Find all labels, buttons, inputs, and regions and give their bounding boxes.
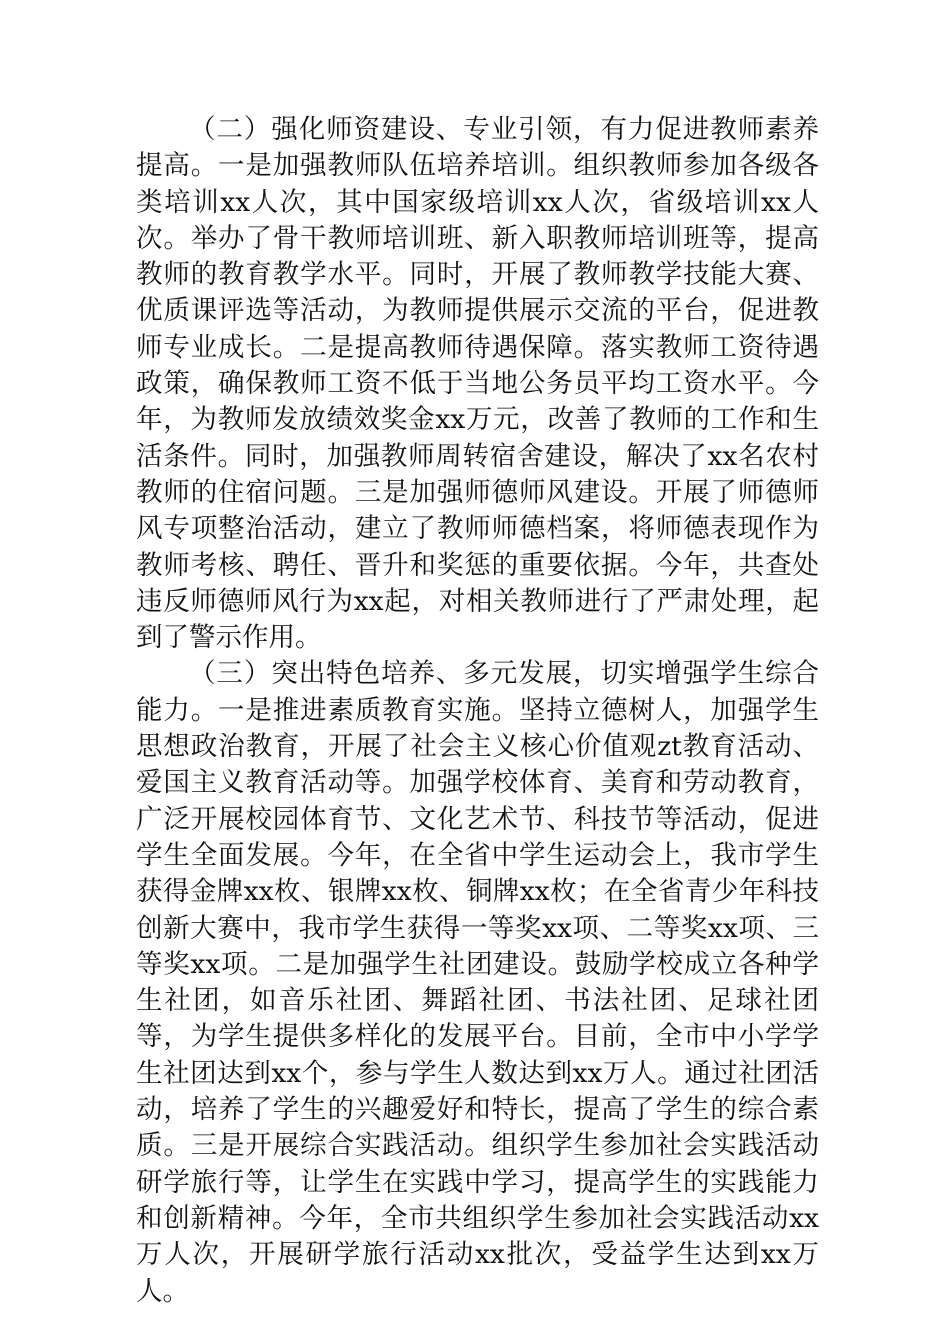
document-body	[136, 112, 819, 1310]
paragraph-teacher-development: （二）强化师资建设、专业引领，有力促进教师素养提高。一是加强教师队伍培养培训。组织教师参加各级各类培训xx人次，其中国家级培训xx人次，省级培训xx人次。举办了骨干教师培训班、新入职教师培训班等，提高教师的教育教学水平。同时，开展了教师教学技能大赛、优质课评选等活动，为教师提供展示交流的平台，促进教师专业成长。二是提高教师待遇保障。落实教师工资待遇政策，确保教师工资不低于当地公务员平均工资水平。今年，为教师发放绩效奖金xx万元，改善了教师的工作和生活条件。同时，加强教师周转宿舍建设，解决了xx名农村教师的住宿问题。三是加强师德师风建设。开展了师德师风专项整治活动，建立了教师师德档案，将师德表现作为教师考核、聘任、晋升和奖惩的重要依据。今年，共查处违反师德师风行为xx起，对相关教师进行了严肃处理，起到了警示作用。	[136, 114, 819, 654]
paragraph-student-development: （三）突出特色培养、多元发展，切实增强学生综合能力。一是推进素质教育实施。坚持立德树人，加强学生思想政治教育，开展了社会主义核心价值观zt教育活动、爱国主义教育活动等。加强学校体育、美育和劳动教育，广泛开展校园体育节、文化艺术节、科技节等活动，促进学生全面发展。今年，在全省中学生运动会上，我市学生获得金牌xx枚、银牌xx枚、铜牌xx枚；在全省青少年科技创新大赛中，我市学生获得一等奖xx项、二等奖xx项、三等奖xx项。二是加强学生社团建设。鼓励学校成立各种学生社团，如音乐社团、舞蹈社团、书法社团、足球社团等，为学生提供多样化的发展平台。目前，全市中小学学生社团达到xx个，参与学生人数达到xx万人。通过社团活动，培养了学生的兴趣爱好和特长，提高了学生的综合素质。三是开展综合实践活动。组织学生参加社会实践活动研学旅行等，让学生在实践中学习，提高学生的实践能力和创新精神。今年，全市共组织学生参加社会实践活动xx万人次，开展研学旅行活动xx批次，受益学生达到xx万人。	[136, 658, 819, 1307]
